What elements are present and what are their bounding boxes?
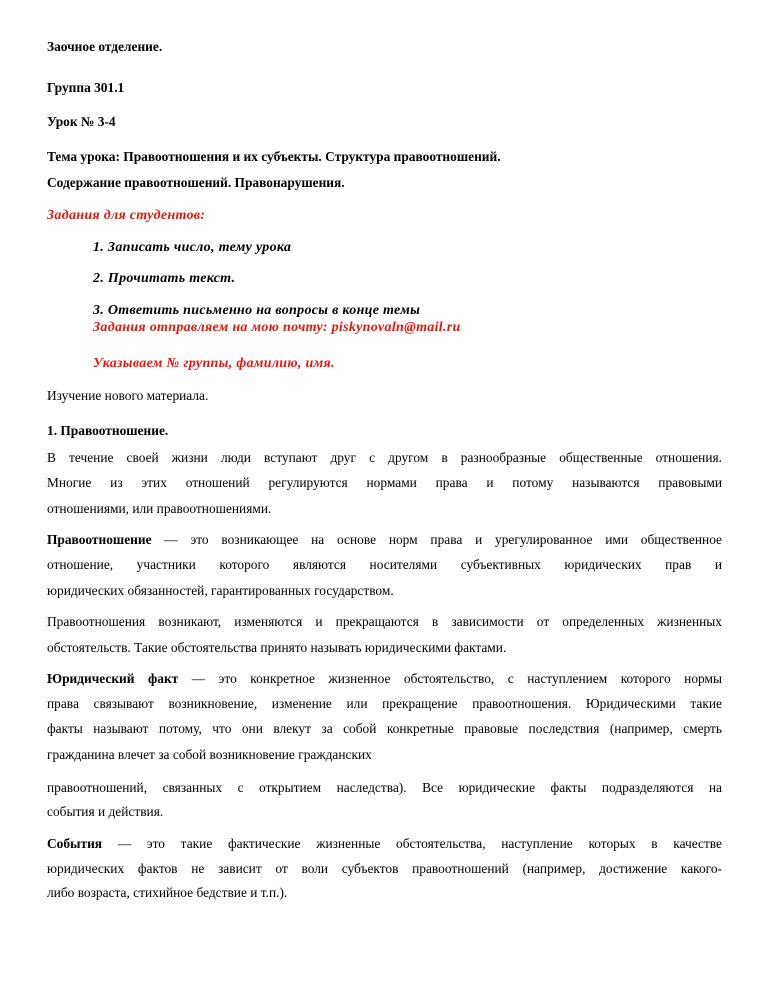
- definition-line: Правоотношение — это возникающее на основе норм права и урегулированное ими общественное: [47, 532, 722, 547]
- fact-line: гражданина влечет за собой возникновение гражданских: [47, 747, 372, 762]
- fact-line: Юридический факт — это конкретное жизненное обстоятельство, с наступлением которого нормы: [47, 671, 723, 686]
- task-item-2: 2. Прочитать текст.: [93, 271, 236, 286]
- topic-line-2: Содержание правоотношений. Правонарушения.: [47, 175, 345, 190]
- fact-line: правоотношений, связанных с открытием наследства). Все юридические факты подразделяются на: [47, 780, 722, 795]
- fact-line: права связывают возникновение, изменение или прекращение правоотношения. Юридическими такие: [47, 696, 722, 711]
- paragraph-line: отношениями, или правоотношениями.: [47, 501, 272, 516]
- task-item-1: 1. Записать число, тему урока: [93, 240, 292, 255]
- department-label: Заочное отделение.: [47, 39, 163, 54]
- intro-text: Изучение нового материала.: [47, 388, 209, 403]
- group-label: Группа 301.1: [47, 80, 125, 95]
- group-note: Указываем № группы, фамилию, имя.: [93, 356, 335, 371]
- paragraph-line: обстоятельств. Такие обстоятельства принято называть юридическими фактами.: [47, 640, 507, 655]
- tasks-heading: Задания для студентов:: [47, 208, 206, 223]
- email-note: Задания отправляем на мою почту: piskynovaln@mail.ru: [93, 320, 461, 335]
- topic-line-1: Тема урока: Правоотношения и их субъекты. Структура правоотношений.: [47, 149, 501, 164]
- definition-term: Правоотношение: [47, 532, 152, 547]
- paragraph-line: Многие из этих отношений регулируются нормами права и потому называются правовыми: [47, 475, 722, 490]
- event-line: юридических фактов не зависит от воли субъектов правоотношений (например, достижение какого-: [47, 861, 722, 876]
- lesson-label: Урок № 3-4: [47, 114, 116, 129]
- event-line: либо возраста, стихийное бедствие и т.п.).: [47, 885, 288, 900]
- event-line: События — это такие фактические жизненные обстоятельства, наступление которых в качестве: [47, 836, 722, 851]
- definition-line: юридических обязанностей, гарантированных государством.: [47, 583, 394, 598]
- section-title: 1. Правоотношение.: [47, 423, 169, 438]
- fact-line: события и действия.: [47, 804, 164, 819]
- event-term: События: [47, 836, 103, 851]
- fact-term: Юридический факт: [47, 671, 179, 686]
- definition-line: отношение, участники которого являются носителями субъективных юридических прав и: [47, 557, 722, 572]
- task-item-3: 3. Ответить письменно на вопросы в конце темы: [93, 303, 421, 318]
- paragraph-line: В течение своей жизни люди вступают друг с другом в разнообразные общественные отношения.: [47, 450, 722, 465]
- fact-line: факты называют потому, что они влекут за собой конкретные правовые последствия (например, смерть: [47, 721, 722, 736]
- paragraph-line: Правоотношения возникают, изменяются и прекращаются в зависимости от определенных жизненных: [47, 614, 722, 629]
